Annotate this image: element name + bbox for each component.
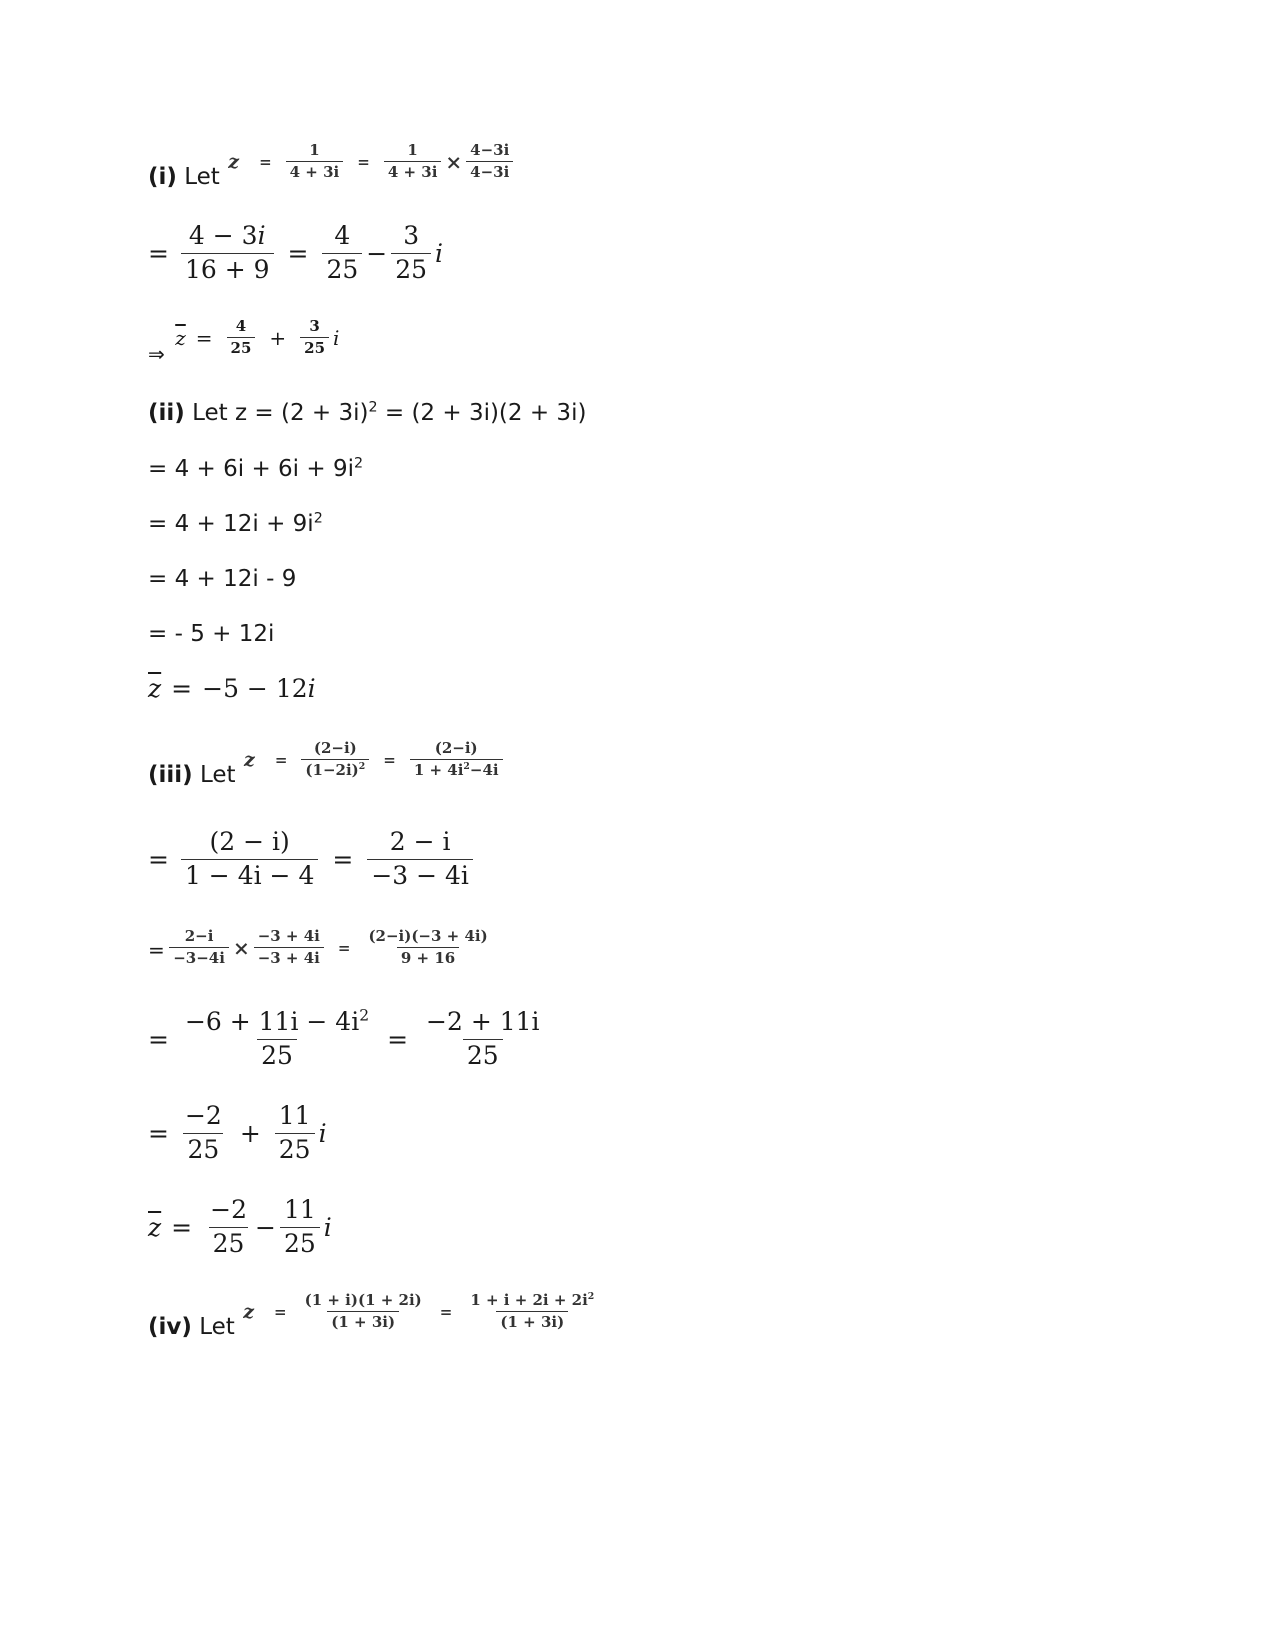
part-i-label: (i): [148, 163, 177, 190]
equation-iii-4: = $\frac{-6 + 11i - 4i^2}{25}$ = $\frac{-2 + 11i}{25}$: [148, 1008, 548, 1071]
part-ii-line-5: = - 5 + 12i: [148, 621, 275, 647]
fraction: $\frac{-6 + 11i - 4i^2}{25}$: [184, 1006, 370, 1070]
equation-i-3: $\overline{z}$ = $\frac{4}{25}$ + $\frac{3}{25}$ i: [175, 317, 340, 358]
fraction: $\frac{-2 + 11i}{25}$: [426, 1007, 540, 1070]
part-ii-line-3: = $4 + 12i + 9i^2$: [148, 510, 323, 537]
part-ii-line-4: = 4 + 12i - 9: [148, 566, 297, 592]
equation-ii-6: $\overline{z}$ = −5 − 12 i: [148, 674, 316, 703]
fraction: $\frac{2-i}{-3-4i}$: [169, 928, 229, 968]
part-iii-line-2: [148, 828, 477, 891]
part-iii-line-3: = $\frac{2-i}{-3-4i}$ × $\frac{-3 + 4i}{-3 + 4i}$ = $\frac{(2-i)(-3 + 4i)}{9 + 16}$: [148, 922, 496, 968]
part-iv-line-1: (iv) Let z = $\frac{(1 + i)(1 + 2i)}{(1 + 3i)}$ = $\frac{1 + i + 2i + 2i^2}{(1 + 3i)}$: [148, 1292, 602, 1332]
part-iii-line-5: [148, 1102, 327, 1165]
part-i-line-1: [148, 141, 517, 190]
fraction: $\frac{4}{25}$: [322, 222, 362, 285]
part-iii-line-1: (iii) Let z = $\frac{(2-i)}{(1-2i)^2}$ = $\frac{(2-i)}{1 + 4i^2-4i}$: [148, 740, 507, 780]
part-ii-label: (ii): [148, 400, 185, 426]
equation-iii-6: $\overline{z}$ = $\frac{-2}{25}$ − $\frac{11}{25}$ i: [148, 1195, 332, 1258]
fraction: $\frac{-2}{25}$: [184, 1101, 222, 1164]
implies-arrow: ⇒: [148, 341, 165, 366]
fraction: $\frac{4-3i}{4-3i}$: [466, 142, 513, 182]
fraction: $\frac{(2 - i)}{1 - 4i - 4}$: [181, 828, 318, 891]
fraction: $\frac{4}{25}$: [227, 318, 256, 358]
equation-iv-1: z = $\frac{(1 + i)(1 + 2i)}{(1 + 3i)}$ = $\frac{1 + i + 2i + 2i^2}{(1 + 3i)}$: [239, 1292, 602, 1332]
equation-iii-2: = $\frac{(2 - i)}{1 - 4i - 4}$ = $\frac{2 - i}{-3 - 4i}$: [148, 828, 477, 891]
fraction: $\frac{(2-i)}{(1-2i)^2}$: [301, 740, 369, 780]
fraction: $\frac{1}{4 + 3i}$: [384, 142, 442, 182]
part-iii-line-6: [148, 1196, 332, 1259]
fraction: $\frac{11}{25}$: [275, 1102, 315, 1165]
part-iii-label: (iii): [148, 761, 193, 788]
part-ii-line-1: (ii) Let $z = (2 + 3i)^2 = (2 + 3i)(2 + 3i)$: [148, 399, 587, 426]
fraction: $\frac{(2-i)}{1 + 4i^2-4i}$: [410, 740, 503, 780]
let-text: Let: [184, 163, 220, 190]
fraction: $\frac{-3 + 4i}{-3 + 4i}$: [254, 928, 324, 968]
fraction: $\frac{11}{25}$: [280, 1196, 320, 1259]
fraction: $\frac{-2}{25}$: [210, 1195, 247, 1258]
equation-i-2: = $\frac{4 - 3i}{16 + 9}$ = $\frac{4}{25}$ − $\frac{3}{25}$ i: [148, 221, 444, 284]
part-ii-line-6: [148, 674, 316, 703]
fraction: $\frac{1 + i + 2i + 2i^2}{(1 + 3i)}$: [470, 1291, 595, 1332]
equation-iii-3: $\frac{2-i}{-3-4i}$ × $\frac{-3 + 4i}{-3 + 4i}$ = $\frac{(2-i)(-3 + 4i)}{9 + 16}$: [169, 928, 495, 968]
equation-iii-1: z = $\frac{(2-i)}{(1-2i)^2}$ = $\frac{(2-i)}{1 + 4i^2-4i}$: [240, 740, 507, 780]
part-i-line-3: [148, 317, 340, 366]
part-iii-line-4: [148, 1008, 548, 1071]
fraction: $\frac{4 - 3i}{16 + 9}$: [181, 222, 274, 285]
part-ii-line-2: = $4 + 6i + 6i + 9i^2$: [148, 455, 364, 482]
fraction: $\frac{(2-i)(-3 + 4i)}{9 + 16}$: [368, 927, 488, 968]
fraction: $\frac{1}{4 + 3i}$: [286, 142, 344, 182]
equation-iii-5: = $\frac{-2}{25}$ + $\frac{11}{25}$ i: [148, 1101, 327, 1164]
fraction: $\frac{3}{25}$: [391, 222, 431, 285]
part-i-line-2: [148, 222, 443, 285]
equation-i-1: z = $\frac{1}{4 + 3i}$ = $\frac{1}{4 + 3i}$ × $\frac{4-3i}{4-3i}$: [224, 142, 517, 182]
fraction: $\frac{(1 + i)(1 + 2i)}{(1 + 3i)}$: [304, 1291, 422, 1332]
fraction: $\frac{3}{25}$: [300, 318, 329, 358]
part-iv-label: (iv): [148, 1313, 192, 1340]
fraction: $\frac{2 - i}{-3 - 4i}$: [367, 828, 473, 891]
